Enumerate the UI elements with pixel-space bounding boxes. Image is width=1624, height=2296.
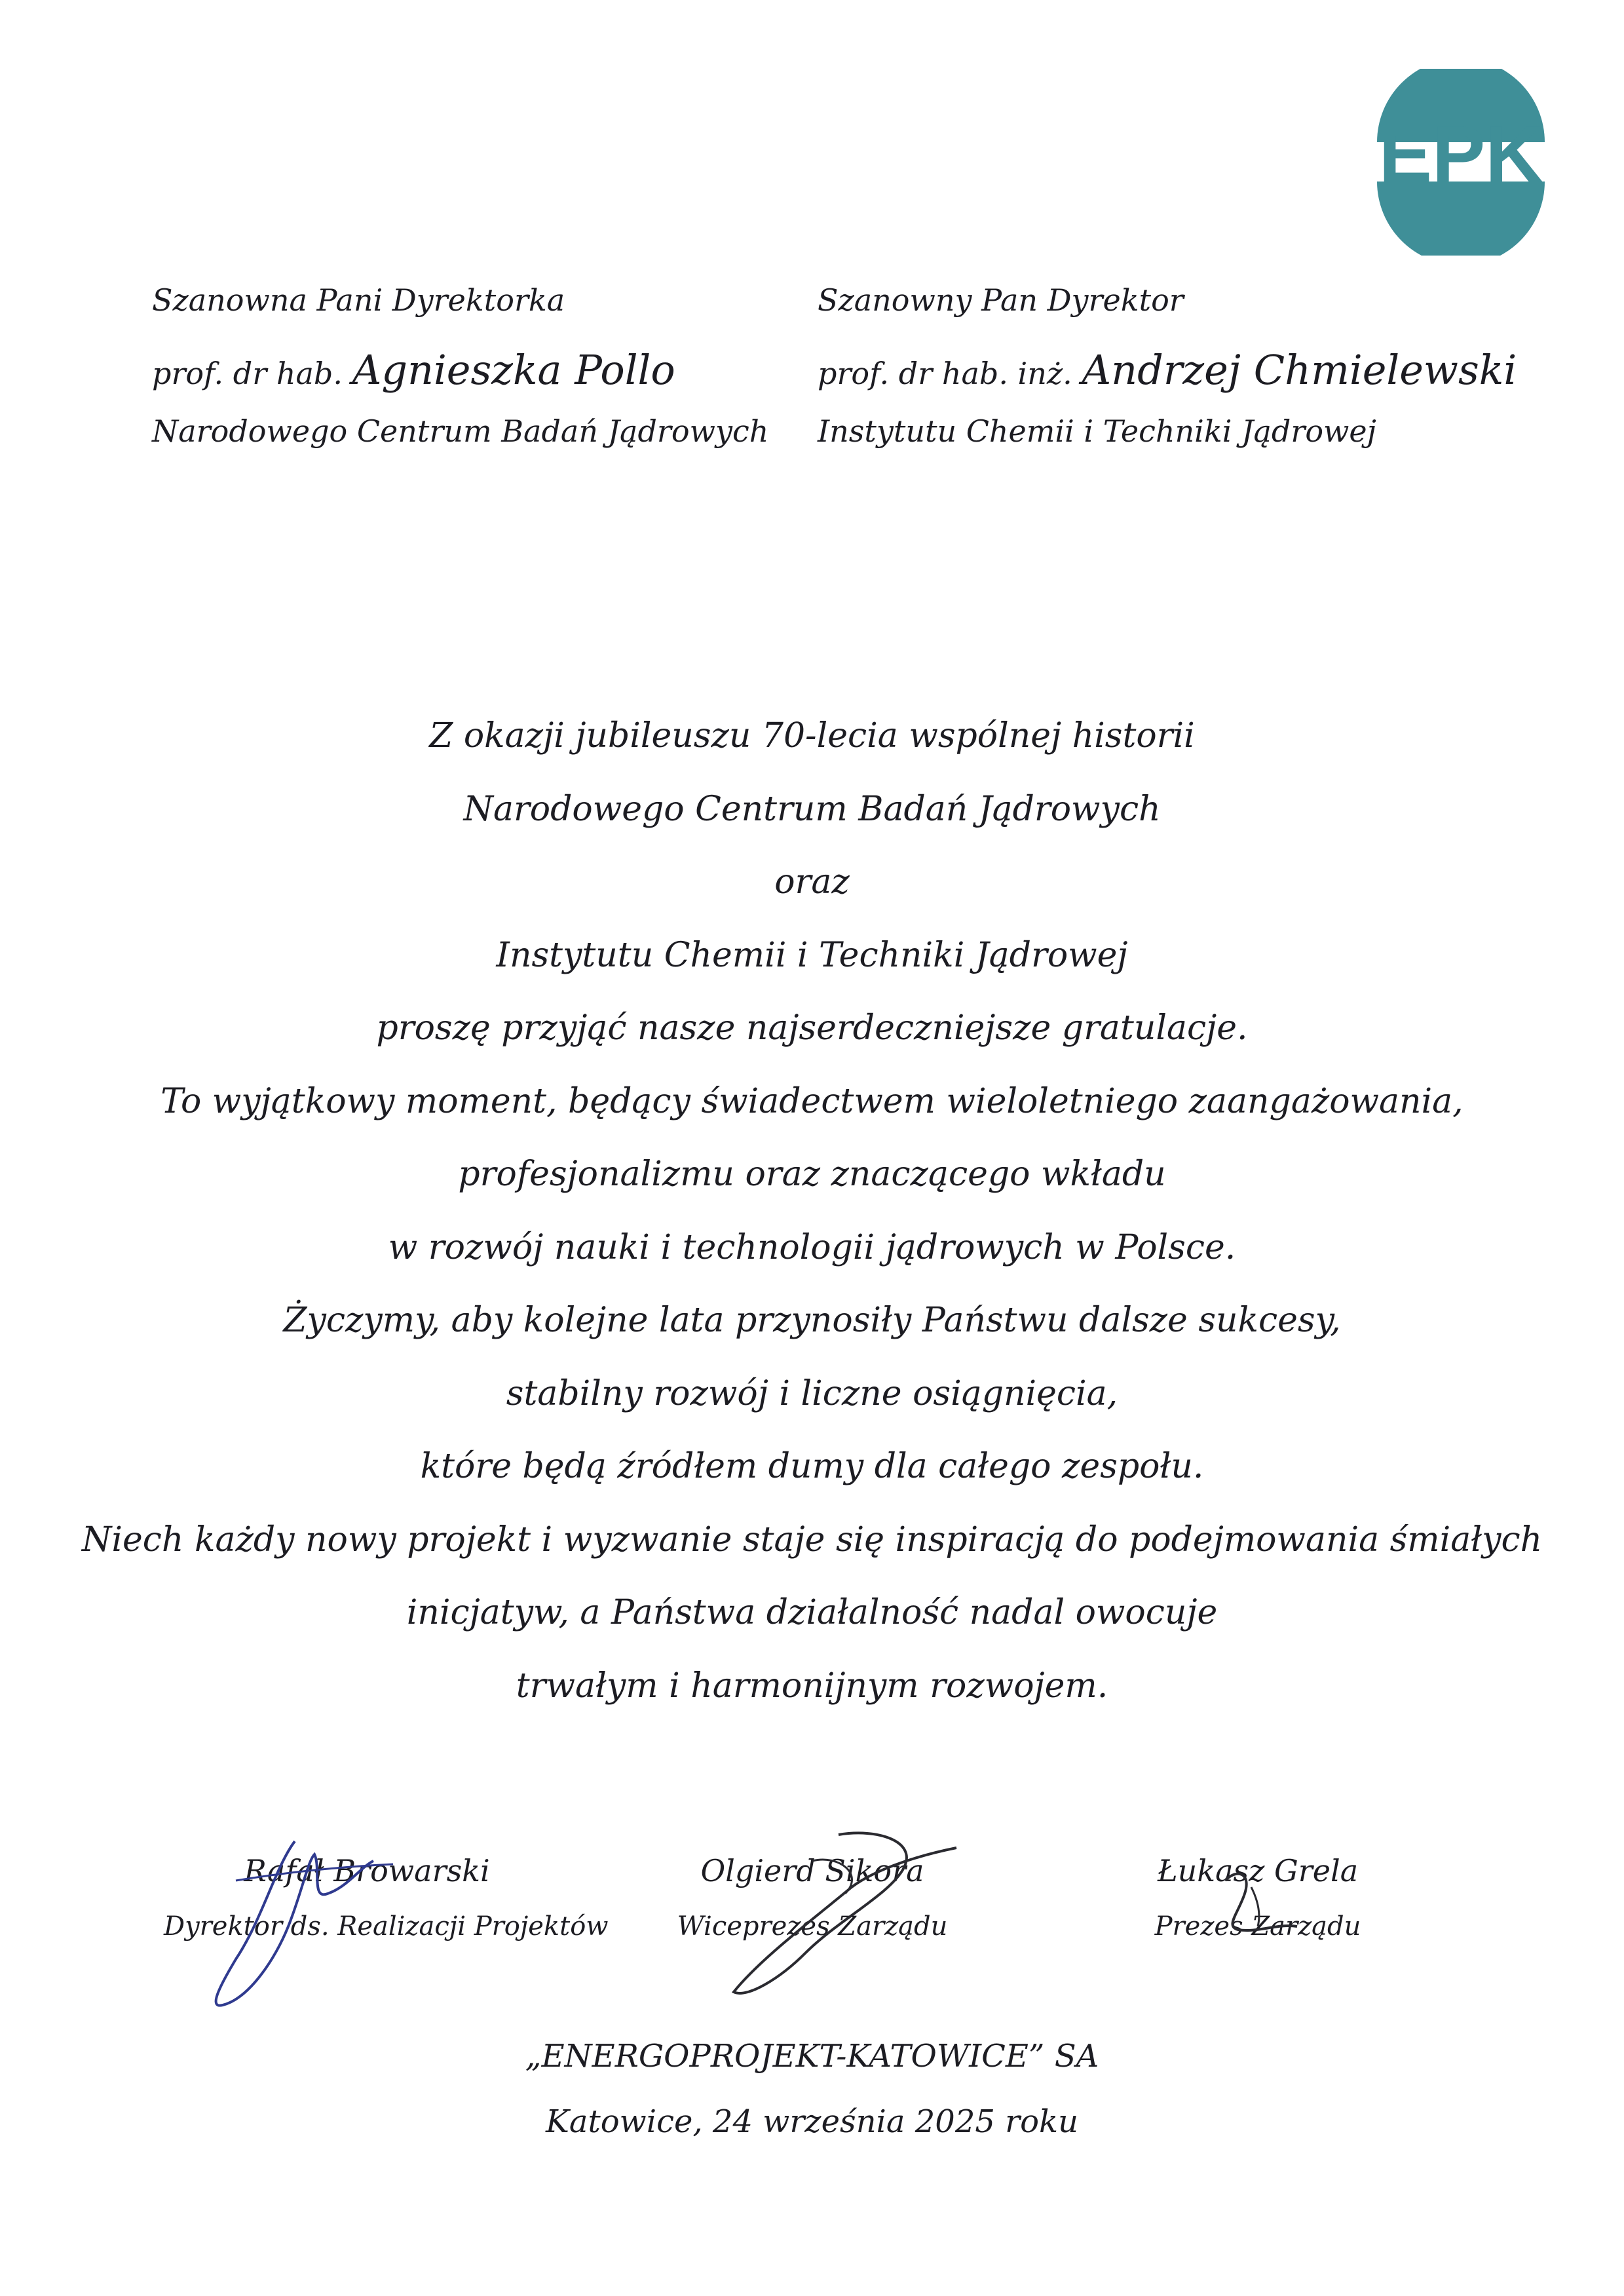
signatory-title: Wiceprezes Zarządu: [677, 1911, 948, 1942]
body-line: Z okazji jubileuszu 70-lecia wspólnej historii: [429, 716, 1195, 756]
body-line: inicjatyw, a Państwa działalność nadal owocuje: [406, 1593, 1218, 1632]
signatory-name: Rafał Browarski: [244, 1853, 490, 1888]
addressee-salutation: Szanowna Pani Dyrektorka: [152, 282, 565, 318]
body-line: stabilny rozwój i liczne osiągnięcia,: [506, 1373, 1118, 1413]
addressee-left: [152, 282, 768, 450]
body-line: w rozwój nauki i technologii jądrowych w Polsce.: [388, 1227, 1236, 1267]
addressee-right: [818, 282, 1517, 450]
signature-scribble-grela: [1199, 1861, 1304, 1946]
signatory-name: Olgierd Sikora: [700, 1853, 924, 1888]
body-line: które będą źródłem dumy dla całego zespołu.: [420, 1447, 1204, 1486]
addressee-title-prefix: prof. dr hab. inż.: [818, 356, 1072, 391]
signature-scribble-browarski: [197, 1828, 413, 2018]
signature-scribble-sikora: [708, 1822, 970, 2005]
body-line: Narodowego Centrum Badań Jądrowych: [463, 789, 1161, 829]
addressee-name: Andrzej Chmielewski: [1082, 346, 1517, 394]
addressee-institution: Narodowego Centrum Badań Jądrowych: [152, 413, 769, 449]
body-line: Niech każdy nowy projekt i wyzwanie staje się inspiracją do podejmowania śmiałych: [81, 1520, 1543, 1559]
signatory-title: Prezes Zarządu: [1154, 1911, 1361, 1942]
addressee-name: Agnieszka Pollo: [352, 346, 675, 394]
footer-company: „ENERGOPROJEKT-KATOWICE” SA: [525, 2038, 1099, 2075]
addressee-name-line: [818, 347, 1517, 393]
body-line: proszę przyjąć nasze najserdeczniejsze gratulacje.: [376, 1008, 1248, 1048]
footer-place-date: Katowice, 24 września 2025 roku: [546, 2103, 1078, 2140]
addressee-title-prefix: prof. dr hab.: [152, 356, 343, 391]
addressee-salutation: Szanowny Pan Dyrektor: [818, 282, 1184, 318]
logo-text: EPK: [1378, 109, 1543, 199]
signatory-title: Dyrektor ds. Realizacji Projektów: [164, 1911, 609, 1942]
epk-logo: [1369, 69, 1553, 256]
body-line: profesjonalizmu oraz znaczącego wkładu: [458, 1155, 1166, 1194]
body-line: oraz: [774, 862, 850, 902]
body-line: To wyjątkowy moment, będący świadectwem wieloletniego zaangażowania,: [161, 1081, 1463, 1121]
addressee-name-line: [152, 347, 768, 393]
body-line: trwałym i harmonijnym rozwojem.: [516, 1666, 1108, 1706]
addressee-institution: Instytutu Chemii i Techniki Jądrowej: [818, 413, 1376, 449]
body-line: Instytutu Chemii i Techniki Jądrowej: [496, 935, 1128, 975]
signatory-name: Łukasz Grela: [1157, 1853, 1359, 1888]
body-line: Życzymy, aby kolejne lata przynosiły Państwu dalsze sukcesy,: [283, 1301, 1341, 1340]
letter-body: [0, 700, 1624, 1723]
